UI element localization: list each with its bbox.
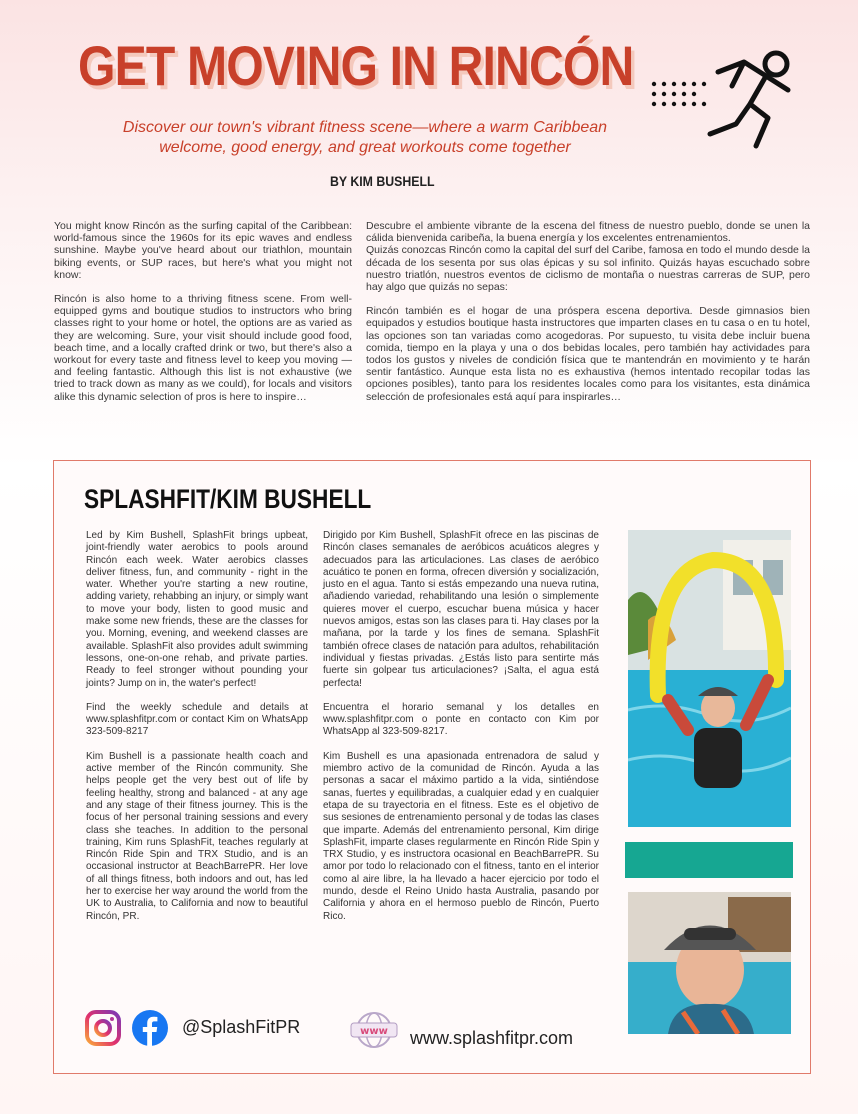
intro-es-paragraph: Rincón también es el hogar de una próspera escena deportiva. Desde gimnasios bien equipados y estudios boutique hasta instructores que imparten clases en tu casa o en tu hotel, las opciones son tan variadas como acogedoras. Por supuesto, tu visita debe incluir buena comida, tiempo en la playa y una o dos bebidas locales, pero también hay actividades para todos los gustos y niveles de condición física que te mantendrán en movimiento y te harán sentir fantástico. Aunque esta lista no es exhaustiva (hemos intentado recopilar todas las opciones posibles), tanto para los residentes locales como para los visitantes, esta dinámica selección de profesionales está aquí para inspirarles… (366, 305, 810, 403)
splashfit-en-paragraph: Led by Kim Bushell, SplashFit brings upbeat, joint-friendly water aerobics to pools around Rincón each week. Water aerobics classes deliver fitness, fun, and community - right in the water. Whether you're starting a new routine, adding variety, rehabbing an injury, or simply want to move your body, listen to good music and make some new friends, these are the classes for you. Morning, evening, and weekend classes are available. SplashFit also provides adult swimming lessons, one-on-one rehab, and private parties. Ready to feel stronger without pounding your joints? Jump on in, the water's perfect! (86, 530, 308, 689)
pool-noodle-photo (628, 530, 791, 827)
page-title: GET MOVING IN RINCÓN (78, 34, 634, 97)
intro-spanish (366, 220, 810, 403)
website-link[interactable]: www.splashfitpr.com (410, 1028, 574, 1048)
www-globe-icon (349, 1010, 399, 1050)
intro-es-paragraph: Quizás conozcas Rincón como la capital del surf del Caribe, famosa en todo el mundo desde la década de los sesenta por sus olas épicas y su sol infinito. Quizás hayas escuchado sobre nuestro triatlón, nuestros eventos de ciclismo de montaña o nuestras carreras de SUP, pero hay algo que quizás no sepas: (366, 244, 810, 294)
intro-english (54, 220, 352, 415)
splashfit-es-paragraph: Dirigido por Kim Bushell, SplashFit ofrece en las piscinas de Rincón clases semanales de aeróbicos acuáticos alegres y adecuados para las articulaciones. Las clases de aeróbico acuático te ponen en forma, ofrecen diversión y socialización, justo en el agua. Tanto si estás empezando una nueva rutina, añadiendo variedad, rehabilitando una lesión o simplemente quieres mover el cuerpo, escuchar buena música y hacer nuevos amigos, estas son las clases para ti. Hay clases por la mañana, por la tarde y los fines de semana. SplashFit también ofrece clases de natación para adultos, rehabilitación individual y fiestas privadas. ¿Estás listo para sentirte más fuerte sin golpear tus articulaciones? ¡Salta, el agua está perfecta! (323, 530, 599, 689)
facebook-icon[interactable] (131, 1009, 169, 1047)
running-man-icon (648, 42, 798, 170)
intro-es-paragraph: Descubre el ambiente vibrante de la escena del fitness de nuestro pueblo, donde se unen la cálida bienvenida caribeña, la buena energía y los excelentes entrenamientos. (366, 220, 810, 245)
splashfit-en-paragraph: Kim Bushell is a passionate health coach and active member of the Rincón community. She helps people get the very best out of life by feeling healthy, strong and balanced - at any age and any stage of their fitness journey. This is the focus of her personal training sessions and every class she teaches. In addition to the personal training, Kim runs SplashFit, teaches regularly at Rincón Ride Spin and TRX Studio, and is an occasional instructor at BeachBarrePR. Her love of all things fitness, both indoors and out, has led her to exercise her way around the world from the UK to Australia, to California and now to beautiful Rincón, PR. (86, 750, 308, 922)
splashfit-spanish-column (323, 530, 599, 935)
section-title: SPLASHFIT/KIM BUSHELL (84, 484, 372, 514)
kim-portrait-photo (628, 892, 791, 1034)
splashfit-es-paragraph: Encuentra el horario semanal y los detalles en www.splashfitpr.com o ponte en contacto con Kim por WhatsApp al 323-509-8217. (323, 701, 599, 738)
instagram-icon[interactable] (84, 1009, 122, 1047)
www-icon-label: www (360, 1026, 388, 1037)
teal-color-bar (625, 842, 793, 878)
splashfit-en-paragraph: Find the weekly schedule and details at www.splashfitpr.com or contact Kim on WhatsApp 323-509-8217 (86, 701, 308, 738)
intro-en-paragraph: You might know Rincón as the surfing capital of the Caribbean: world-famous since the 1960s for its epic waves and endless sunshine. Maybe you've heard about our triathlon, mountain biking events, or SUP races, but here's what you might not know: (54, 220, 352, 281)
intro-en-paragraph: Rincón is also home to a thriving fitness scene. From well-equipped gyms and boutique studios to instructors who bring classes right to your home or hotel, the options are as varied as they are welcoming. Sure, your visit should include good food, beach time, and a locally crafted drink or two, but there's also a workout for every taste and fitness level to keep you moving — and feeling fantastic. Although this list is not exhaustive (we tried to track down as many as we could), for locals and visitors alike this dynamic selection of pros is here to inspire… (54, 293, 352, 403)
splashfit-english-column (86, 530, 308, 935)
social-handle[interactable]: @SplashFitPR (182, 1017, 301, 1037)
splashfit-es-paragraph: Kim Bushell es una apasionada entrenadora de salud y miembro activo de la comunidad de Rincón. Ayuda a las personas a sacar el máximo partido a la vida, sintiéndose sanas, fuertes y equilibradas, a cualquier edad y en cualquier etapa de su trayectoria en el fitness. Este es el objetivo de sus sesiones de entrenamiento personal y de todas las clases que imparte. Además del entrenamiento personal, Kim dirige SplashFit, imparte clases regularmente en Rincón Ride Spin y TRX Studio, y es instructora ocasional en BeachBarrePR. Su amor por todo lo relacionado con el fitness, tanto en el interior como al aire libre, la ha llevado a hacer ejercicio por todo el mundo, desde el Reino Unido hasta Australia, pasando por California y ahora en el hermoso pueblo de Rincón, Puerto Rico. (323, 750, 599, 922)
page-subtitle: Discover our town's vibrant fitness scene—where a warm Caribbean welcome, good energy, and great workouts come together (122, 119, 608, 156)
byline: BY KIM BUSHELL (330, 173, 435, 189)
